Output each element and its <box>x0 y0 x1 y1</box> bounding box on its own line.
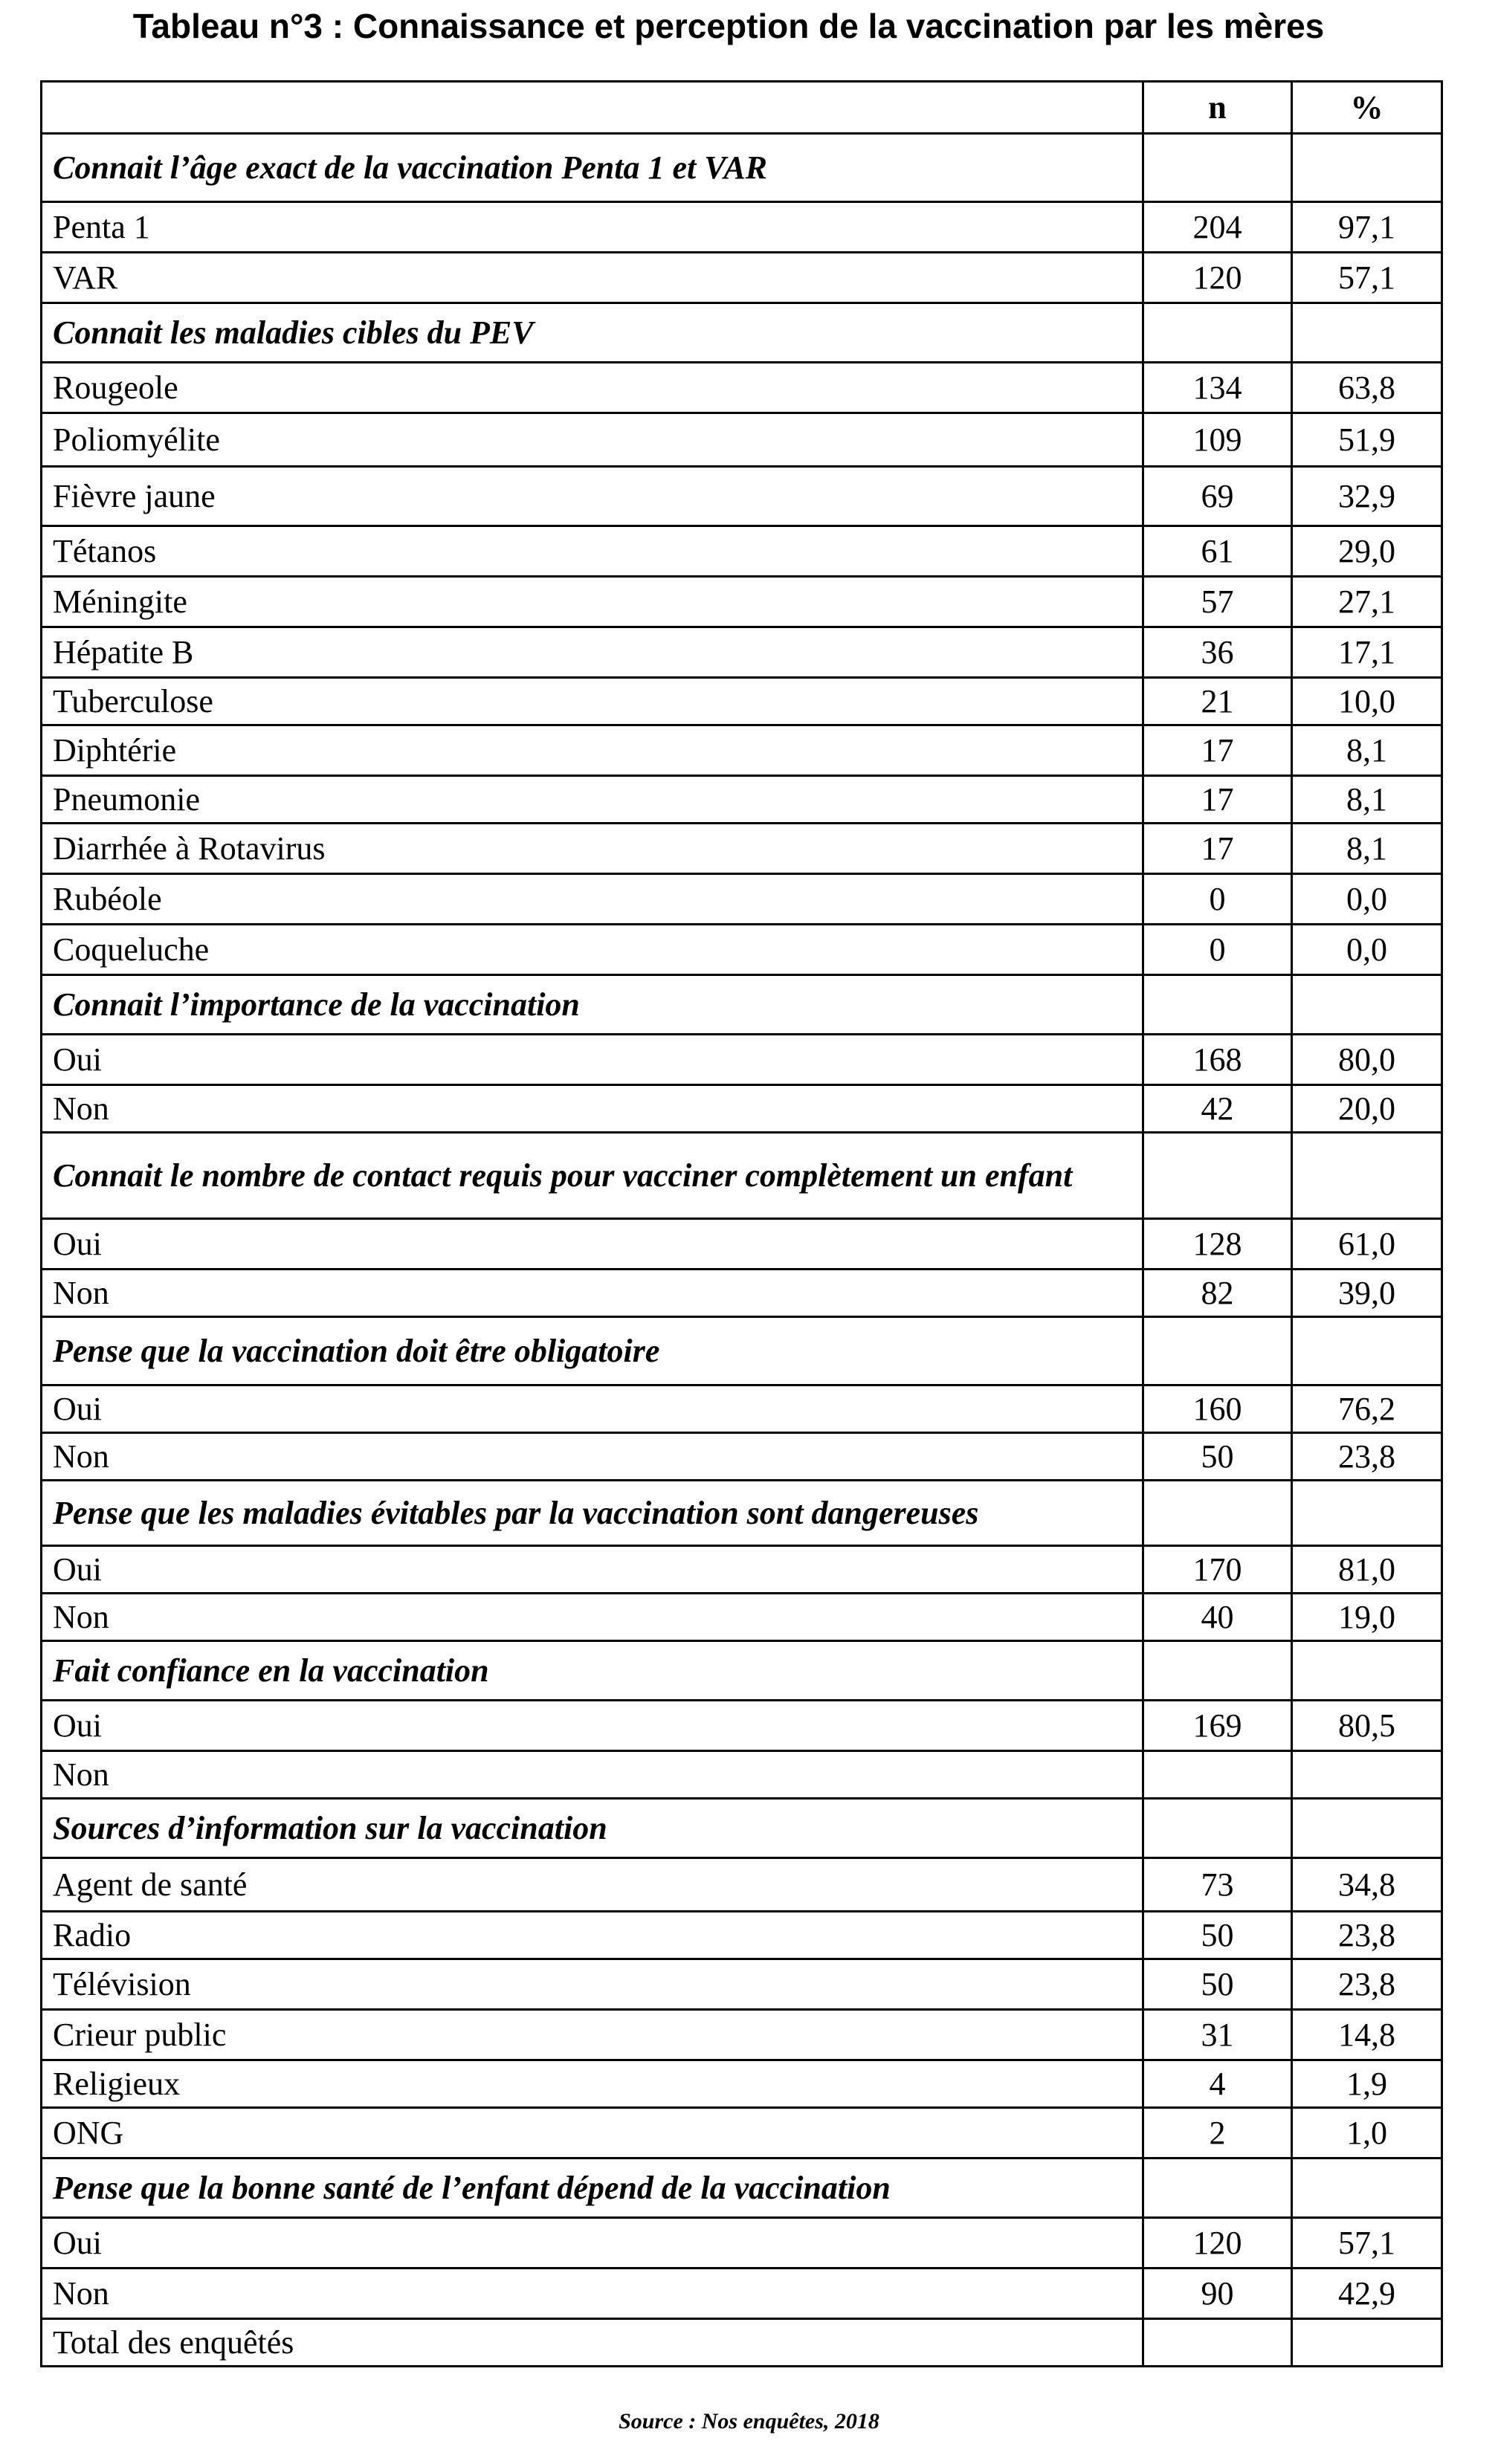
percent-cell: 10,0 <box>1292 678 1442 725</box>
count-cell: 109 <box>1143 413 1292 467</box>
percent-cell <box>1292 1799 1442 1858</box>
count-cell: 61 <box>1143 526 1292 577</box>
row-label: Méningite <box>42 577 1143 627</box>
row-label: VAR <box>42 253 1143 303</box>
percent-cell: 34,8 <box>1292 1858 1442 1912</box>
row-label: Télévision <box>42 1959 1143 2010</box>
count-cell <box>1143 2319 1292 2367</box>
percent-cell: 42,9 <box>1292 2269 1442 2319</box>
count-cell: 168 <box>1143 1035 1292 1085</box>
row-label: Non <box>42 2269 1143 2319</box>
row-label: ONG <box>42 2108 1143 2159</box>
count-cell: 69 <box>1143 467 1292 526</box>
count-cell: 4 <box>1143 2060 1292 2108</box>
percent-cell: 80,0 <box>1292 1035 1442 1085</box>
count-cell <box>1143 303 1292 363</box>
category-row <box>42 1799 1442 1858</box>
percent-cell: 8,1 <box>1292 824 1442 874</box>
row-label: Hépatite B <box>42 627 1143 678</box>
category-row <box>42 2159 1442 2218</box>
percent-cell: 81,0 <box>1292 1546 1442 1594</box>
count-cell: 73 <box>1143 1858 1292 1912</box>
count-cell <box>1143 1317 1292 1385</box>
percent-cell: 23,8 <box>1292 1433 1442 1481</box>
count-cell <box>1143 1133 1292 1219</box>
row-label: Tétanos <box>42 526 1143 577</box>
count-cell: 90 <box>1143 2269 1292 2319</box>
table-row <box>42 1219 1442 1270</box>
table-row <box>42 2010 1442 2060</box>
header-row <box>42 82 1442 134</box>
row-label: Non <box>42 1085 1143 1133</box>
table-row <box>42 925 1442 975</box>
row-label: Penta 1 <box>42 202 1143 253</box>
table-body <box>42 82 1442 2367</box>
table-row <box>42 1959 1442 2010</box>
table-row <box>42 627 1442 678</box>
table-row <box>42 678 1442 725</box>
count-cell <box>1143 134 1292 202</box>
percent-cell: 29,0 <box>1292 526 1442 577</box>
count-cell: 169 <box>1143 1701 1292 1751</box>
count-cell: 120 <box>1143 253 1292 303</box>
table-row <box>42 1594 1442 1641</box>
table-row <box>42 776 1442 824</box>
row-label: Crieur public <box>42 2010 1143 2060</box>
count-cell: 42 <box>1143 1085 1292 1133</box>
count-cell: 134 <box>1143 363 1292 413</box>
count-cell <box>1143 975 1292 1035</box>
count-cell: 128 <box>1143 1219 1292 1270</box>
count-cell: 50 <box>1143 1912 1292 1959</box>
vaccination-table <box>40 80 1443 2367</box>
category-row <box>42 975 1442 1035</box>
table-row <box>42 824 1442 874</box>
row-label: Coqueluche <box>42 925 1143 975</box>
table-row <box>42 2269 1442 2319</box>
row-label: Non <box>42 1270 1143 1317</box>
count-cell: 40 <box>1143 1594 1292 1641</box>
count-cell: 21 <box>1143 678 1292 725</box>
category-label: Connait les maladies cibles du PEV <box>42 303 1143 363</box>
header-n: n <box>1143 82 1292 134</box>
row-label: Non <box>42 1751 1143 1799</box>
table-row <box>42 577 1442 627</box>
percent-cell <box>1292 1641 1442 1701</box>
row-label: Oui <box>42 1546 1143 1594</box>
count-cell: 57 <box>1143 577 1292 627</box>
row-label: Non <box>42 1594 1143 1641</box>
count-cell <box>1143 1641 1292 1701</box>
percent-cell: 63,8 <box>1292 363 1442 413</box>
percent-cell: 39,0 <box>1292 1270 1442 1317</box>
category-row <box>42 1641 1442 1701</box>
category-label: Connait l’âge exact de la vaccination Penta 1 et VAR <box>42 134 1143 202</box>
category-label: Sources d’information sur la vaccination <box>42 1799 1143 1858</box>
percent-cell: 0,0 <box>1292 925 1442 975</box>
category-row <box>42 1133 1442 1219</box>
percent-cell: 23,8 <box>1292 1959 1442 2010</box>
table-row <box>42 1035 1442 1085</box>
count-cell: 31 <box>1143 2010 1292 2060</box>
table-row <box>42 2060 1442 2108</box>
percent-cell: 19,0 <box>1292 1594 1442 1641</box>
percent-cell <box>1292 1133 1442 1219</box>
percent-cell: 51,9 <box>1292 413 1442 467</box>
category-row <box>42 1317 1442 1385</box>
table-row <box>42 253 1442 303</box>
count-cell: 50 <box>1143 1433 1292 1481</box>
percent-cell: 23,8 <box>1292 1912 1442 1959</box>
count-cell: 160 <box>1143 1385 1292 1433</box>
count-cell: 17 <box>1143 776 1292 824</box>
header-pct: % <box>1292 82 1442 134</box>
table-row <box>42 1701 1442 1751</box>
row-label: Non <box>42 1433 1143 1481</box>
count-cell <box>1143 1481 1292 1546</box>
row-label: Oui <box>42 1219 1143 1270</box>
row-label: Rougeole <box>42 363 1143 413</box>
percent-cell: 61,0 <box>1292 1219 1442 1270</box>
percent-cell <box>1292 975 1442 1035</box>
percent-cell: 0,0 <box>1292 874 1442 925</box>
row-label: Oui <box>42 1701 1143 1751</box>
row-label: Oui <box>42 1035 1143 1085</box>
table-row <box>42 526 1442 577</box>
source-note: Source : Nos enquêtes, 2018 <box>619 2409 879 2434</box>
table-row <box>42 1433 1442 1481</box>
row-label: Oui <box>42 1385 1143 1433</box>
percent-cell: 14,8 <box>1292 2010 1442 2060</box>
percent-cell: 1,9 <box>1292 2060 1442 2108</box>
count-cell: 2 <box>1143 2108 1292 2159</box>
row-label: Oui <box>42 2218 1143 2269</box>
count-cell: 120 <box>1143 2218 1292 2269</box>
category-row <box>42 1481 1442 1546</box>
table-row <box>42 413 1442 467</box>
table-row <box>42 1385 1442 1433</box>
row-label: Total des enquêtés <box>42 2319 1143 2367</box>
category-row <box>42 134 1442 202</box>
table-row <box>42 1912 1442 1959</box>
count-cell <box>1143 2159 1292 2218</box>
count-cell: 0 <box>1143 925 1292 975</box>
category-label: Pense que la vaccination doit être obligatoire <box>42 1317 1143 1385</box>
table-row <box>42 467 1442 526</box>
category-label: Fait confiance en la vaccination <box>42 1641 1143 1701</box>
count-cell: 17 <box>1143 824 1292 874</box>
percent-cell: 76,2 <box>1292 1385 1442 1433</box>
category-label: Connait le nombre de contact requis pour vacciner complètement un enfant <box>42 1133 1143 1219</box>
percent-cell: 80,5 <box>1292 1701 1442 1751</box>
table-row <box>42 363 1442 413</box>
count-cell <box>1143 1751 1292 1799</box>
header-label <box>42 82 1143 134</box>
table-row <box>42 874 1442 925</box>
percent-cell: 97,1 <box>1292 202 1442 253</box>
percent-cell: 1,0 <box>1292 2108 1442 2159</box>
count-cell: 170 <box>1143 1546 1292 1594</box>
count-cell: 17 <box>1143 725 1292 776</box>
count-cell: 82 <box>1143 1270 1292 1317</box>
percent-cell: 17,1 <box>1292 627 1442 678</box>
table-row <box>42 725 1442 776</box>
table-row <box>42 1858 1442 1912</box>
row-label: Pneumonie <box>42 776 1143 824</box>
table-row <box>42 2108 1442 2159</box>
percent-cell <box>1292 1481 1442 1546</box>
percent-cell: 20,0 <box>1292 1085 1442 1133</box>
row-label: Agent de santé <box>42 1858 1143 1912</box>
percent-cell: 57,1 <box>1292 2218 1442 2269</box>
count-cell: 36 <box>1143 627 1292 678</box>
row-label: Diphtérie <box>42 725 1143 776</box>
category-label: Pense que les maladies évitables par la vaccination sont dangereuses <box>42 1481 1143 1546</box>
row-label: Fièvre jaune <box>42 467 1143 526</box>
category-label: Connait l’importance de la vaccination <box>42 975 1143 1035</box>
row-label: Radio <box>42 1912 1143 1959</box>
count-cell: 204 <box>1143 202 1292 253</box>
percent-cell <box>1292 134 1442 202</box>
count-cell <box>1143 1799 1292 1858</box>
row-label: Rubéole <box>42 874 1143 925</box>
percent-cell: 57,1 <box>1292 253 1442 303</box>
count-cell: 0 <box>1143 874 1292 925</box>
table-row <box>42 1270 1442 1317</box>
row-label: Poliomyélite <box>42 413 1143 467</box>
table-row <box>42 2218 1442 2269</box>
percent-cell: 8,1 <box>1292 776 1442 824</box>
percent-cell: 32,9 <box>1292 467 1442 526</box>
percent-cell <box>1292 303 1442 363</box>
percent-cell <box>1292 2159 1442 2218</box>
table-title: Tableau n°3 : Connaissance et perception de la vaccination par les mères <box>132 7 1325 45</box>
count-cell: 50 <box>1143 1959 1292 2010</box>
percent-cell <box>1292 1317 1442 1385</box>
table-row <box>42 202 1442 253</box>
row-label: Diarrhée à Rotavirus <box>42 824 1143 874</box>
percent-cell: 27,1 <box>1292 577 1442 627</box>
row-label: Tuberculose <box>42 678 1143 725</box>
table-row <box>42 1546 1442 1594</box>
table-row <box>42 1085 1442 1133</box>
percent-cell <box>1292 1751 1442 1799</box>
category-label: Pense que la bonne santé de l’enfant dépend de la vaccination <box>42 2159 1143 2218</box>
table-row <box>42 1751 1442 1799</box>
percent-cell: 8,1 <box>1292 725 1442 776</box>
row-label: Religieux <box>42 2060 1143 2108</box>
table-row <box>42 2319 1442 2367</box>
category-row <box>42 303 1442 363</box>
percent-cell <box>1292 2319 1442 2367</box>
